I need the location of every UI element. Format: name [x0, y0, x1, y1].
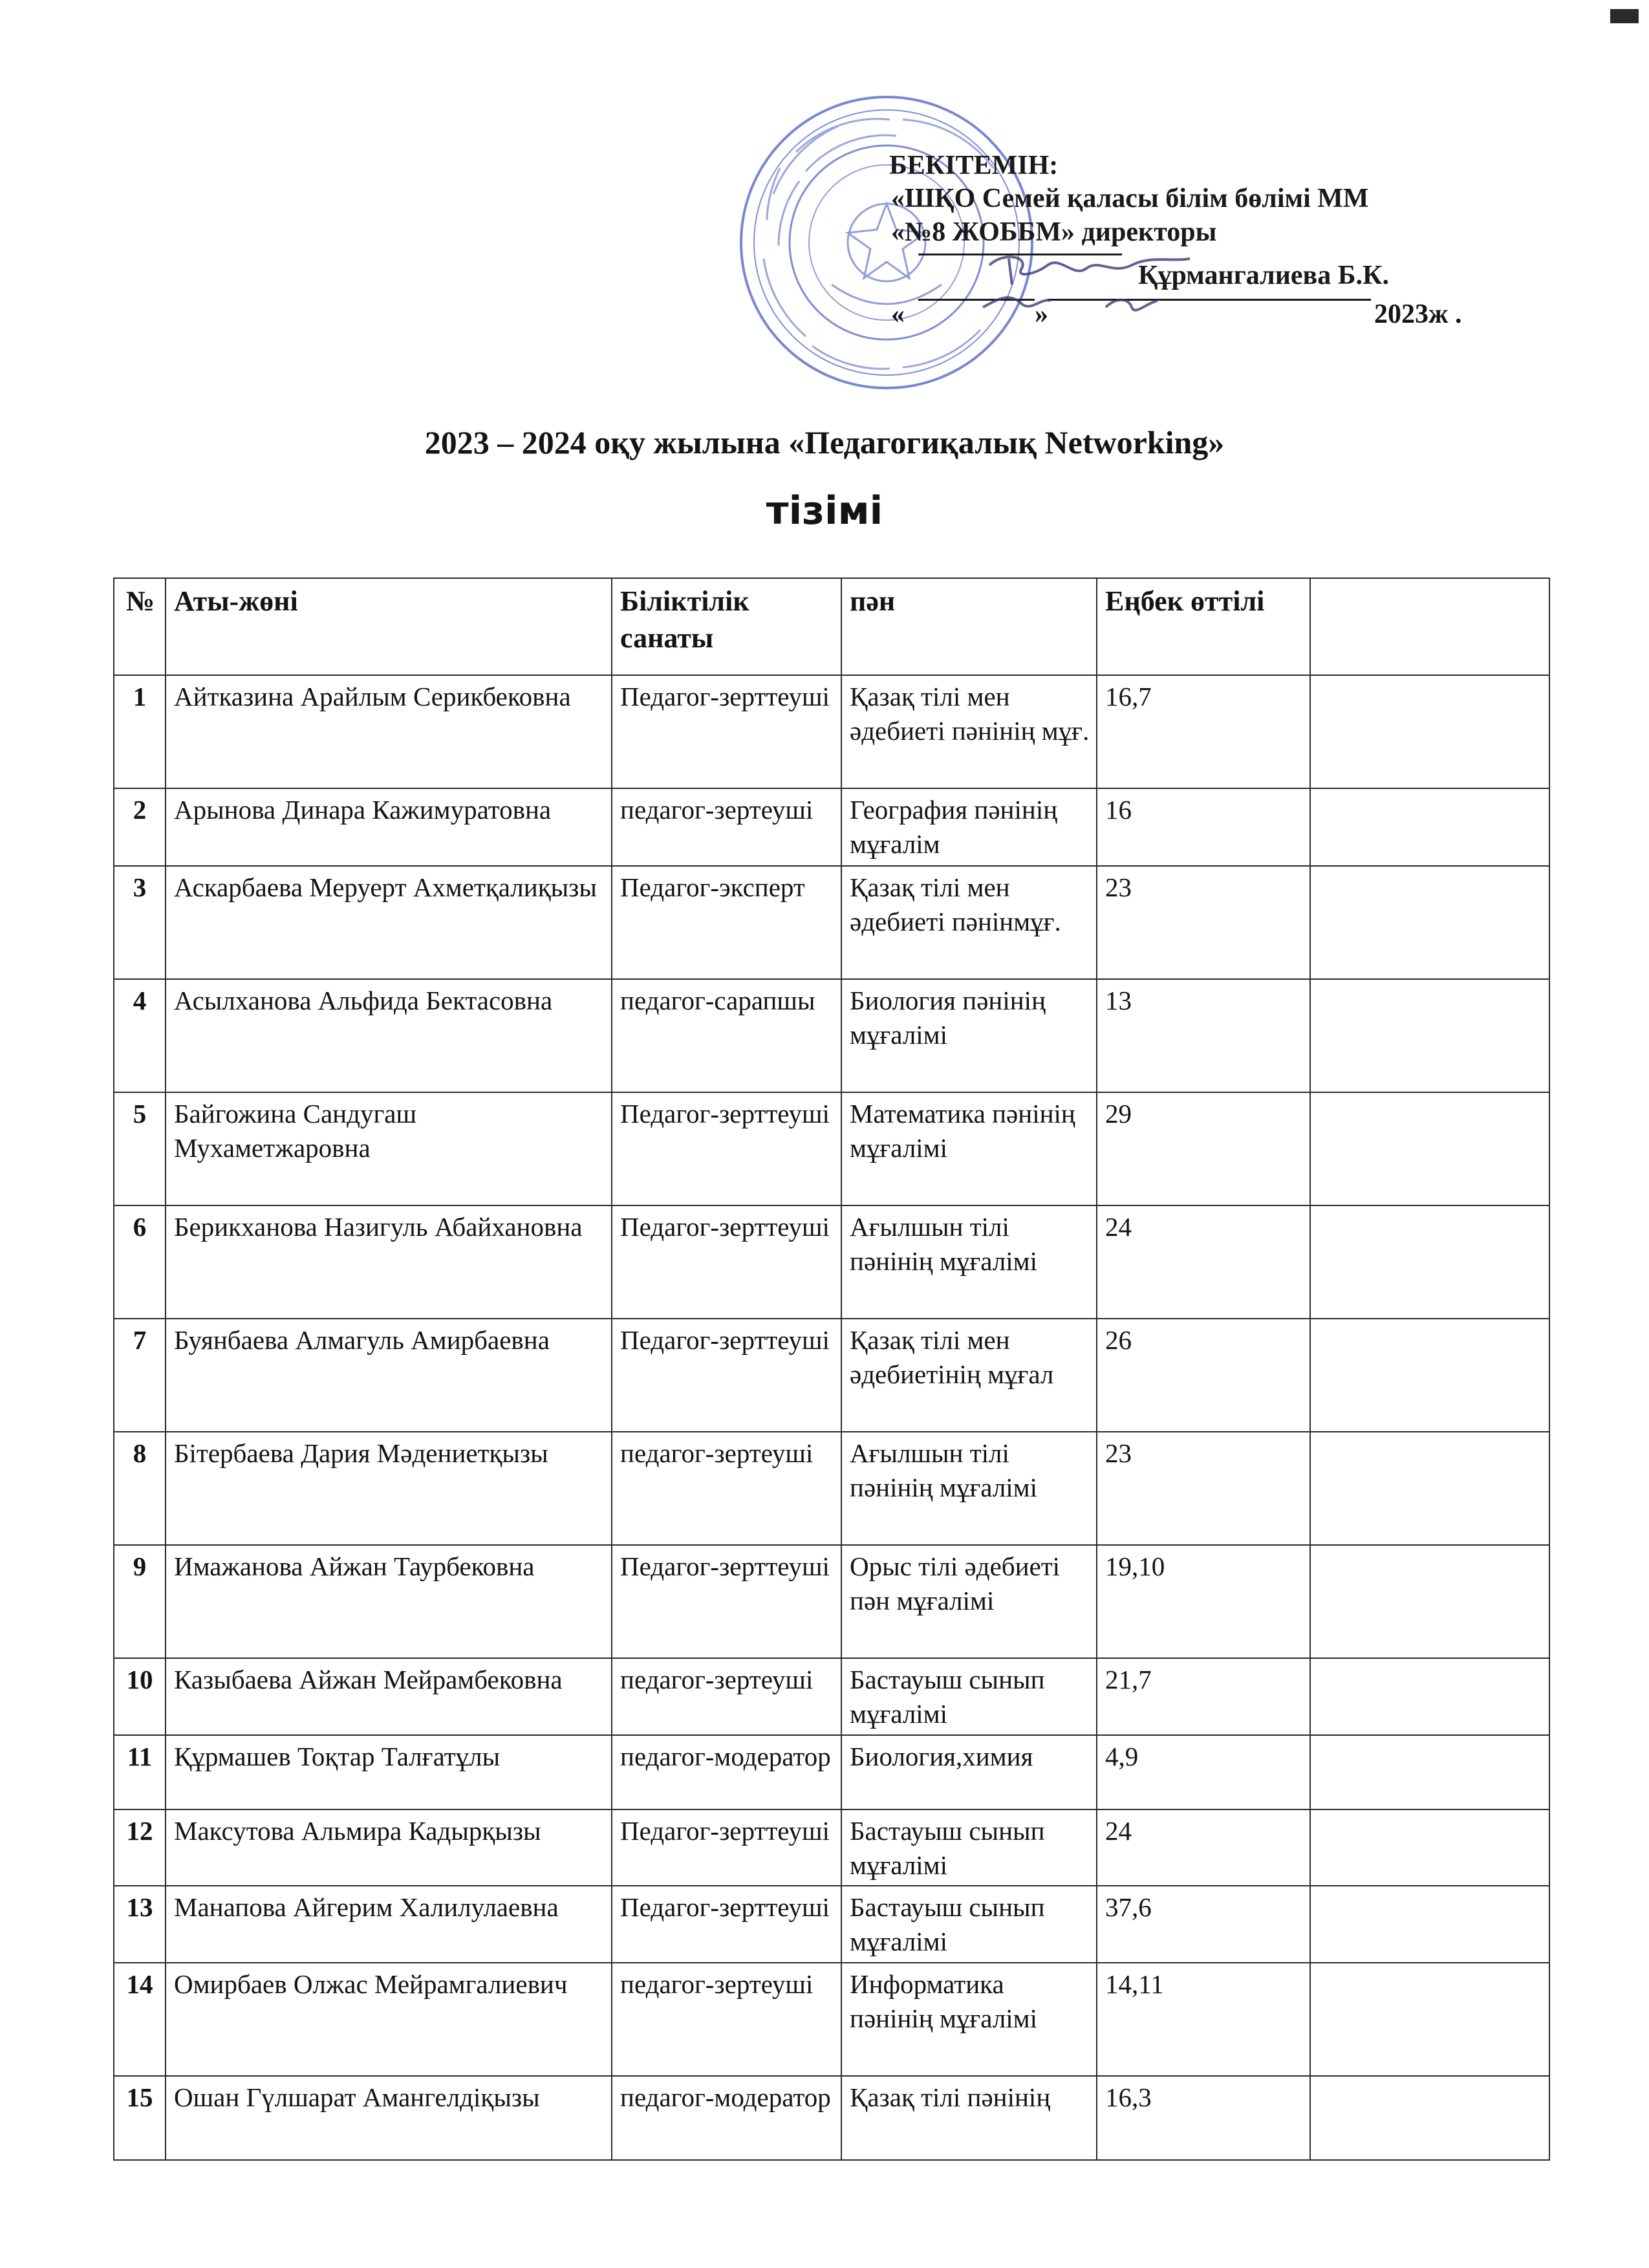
qualification-category: Педагог-зерттеуші [612, 675, 841, 788]
row-extra-cell [1310, 1658, 1549, 1735]
director-name: Құрмангалиева Б.К. [1138, 261, 1389, 290]
header-number: № [114, 578, 166, 675]
subject: Қазақ тілі пәнінің [841, 2076, 1097, 2160]
table-row [114, 866, 1549, 979]
subject: Биология пәнінің мұғалімі [841, 979, 1097, 1092]
table-row [114, 1886, 1549, 1963]
header-extra [1310, 578, 1549, 675]
subject: Бастауыш сынып мұғалімі [841, 1809, 1097, 1886]
row-number: 5 [114, 1092, 166, 1205]
row-number: 4 [114, 979, 166, 1092]
row-number: 8 [114, 1432, 166, 1545]
subject: Информатика пәнінің мұғалімі [841, 1963, 1097, 2076]
qualification-category: Педагог-эксперт [612, 866, 841, 979]
table-row [114, 1545, 1549, 1658]
table-row [114, 979, 1549, 1092]
table-row [114, 2076, 1549, 2160]
teacher-name: Имажанова Айжан Таурбековна [166, 1545, 612, 1658]
teachers-table [113, 578, 1550, 2161]
header-category: Біліктілік санаты [612, 578, 841, 675]
approval-org-line-1: «ШҚО Семей қаласы білім бөлімі ММ [891, 184, 1369, 213]
qualification-category: Педагог-зерттеуші [612, 1205, 841, 1319]
handwritten-signature [944, 239, 1242, 323]
row-number: 15 [114, 2076, 166, 2160]
row-extra-cell [1310, 1319, 1549, 1432]
table-row [114, 1092, 1549, 1205]
row-extra-cell [1310, 979, 1549, 1092]
row-number: 11 [114, 1735, 166, 1809]
qualification-category: Педагог-зерттеуші [612, 1545, 841, 1658]
qualification-category: Педагог-зерттеуші [612, 1809, 841, 1886]
work-experience: 16,3 [1097, 2076, 1310, 2160]
row-number: 2 [114, 788, 166, 866]
row-number: 13 [114, 1886, 166, 1963]
subject: Ағылшын тілі пәнінің мұғалімі [841, 1432, 1097, 1545]
table-row [114, 1205, 1549, 1319]
teacher-name: Буянбаева Алмагуль Амирбаевна [166, 1319, 612, 1432]
work-experience: 23 [1097, 1432, 1310, 1545]
table-row [114, 1735, 1549, 1809]
teacher-name: Айтказина Арайлым Серикбековна [166, 675, 612, 788]
work-experience: 4,9 [1097, 1735, 1310, 1809]
row-number: 10 [114, 1658, 166, 1735]
row-number: 14 [114, 1963, 166, 2076]
row-number: 6 [114, 1205, 166, 1319]
table-row [114, 1809, 1549, 1886]
teacher-name: Бітербаева Дария Мәдениетқызы [166, 1432, 612, 1545]
row-number: 7 [114, 1319, 166, 1432]
subject: Ағылшын тілі пәнінің мұғалімі [841, 1205, 1097, 1319]
work-experience: 24 [1097, 1809, 1310, 1886]
row-extra-cell [1310, 1809, 1549, 1886]
teacher-name: Максутова Альмира Кадырқызы [166, 1809, 612, 1886]
teacher-name: Манапова Айгерим Халилулаевна [166, 1886, 612, 1963]
work-experience: 14,11 [1097, 1963, 1310, 2076]
table-row [114, 1963, 1549, 2076]
row-extra-cell [1310, 1735, 1549, 1809]
row-extra-cell [1310, 1205, 1549, 1319]
work-experience: 16 [1097, 788, 1310, 866]
teacher-name: Ошан Гүлшарат Амангелдіқызы [166, 2076, 612, 2160]
row-extra-cell [1310, 1545, 1549, 1658]
approval-block [750, 116, 1494, 394]
date-open-quote: « [891, 299, 905, 329]
work-experience: 21,7 [1097, 1658, 1310, 1735]
table-row [114, 788, 1549, 866]
qualification-category: педагог-зертеуші [612, 1658, 841, 1735]
teacher-name: Арынова Динара Кажимуратовна [166, 788, 612, 866]
row-extra-cell [1310, 675, 1549, 788]
qualification-category: педагог-модератор [612, 2076, 841, 2160]
table-row [114, 1432, 1549, 1545]
row-extra-cell [1310, 788, 1549, 866]
header-name: Аты-жөні [166, 578, 612, 675]
subject: Қазақ тілі мен әдебиеті пәнінің мұғ. [841, 675, 1097, 788]
approval-heading: БЕКІТЕМІН: [889, 151, 1059, 180]
row-number: 3 [114, 866, 166, 979]
qualification-category: педагог-зертеуші [612, 1432, 841, 1545]
work-experience: 13 [1097, 979, 1310, 1092]
teacher-name: Казыбаева Айжан Мейрамбековна [166, 1658, 612, 1735]
qualification-category: Педагог-зерттеуші [612, 1092, 841, 1205]
teacher-name: Құрмашев Тоқтар Талғатұлы [166, 1735, 612, 1809]
subject: Бастауыш сынып мұғалімі [841, 1658, 1097, 1735]
table-header-row [114, 578, 1549, 675]
qualification-category: педагог-зертеуші [612, 788, 841, 866]
work-experience: 29 [1097, 1092, 1310, 1205]
subject: Биология,химия [841, 1735, 1097, 1809]
subject: Бастауыш сынып мұғалімі [841, 1886, 1097, 1963]
approval-org-line-2: «№8 ЖОББМ» директоры [891, 217, 1217, 247]
subject: Қазақ тілі мен әдебиеті пәнінмұғ. [841, 866, 1097, 979]
table-row [114, 1319, 1549, 1432]
teacher-name: Берикханова Назигуль Абайхановна [166, 1205, 612, 1319]
row-extra-cell [1310, 1886, 1549, 1963]
table-row [114, 675, 1549, 788]
work-experience: 19,10 [1097, 1545, 1310, 1658]
work-experience: 23 [1097, 866, 1310, 979]
header-experience: Еңбек өттілі [1097, 578, 1310, 675]
work-experience: 24 [1097, 1205, 1310, 1319]
row-extra-cell [1310, 1432, 1549, 1545]
row-extra-cell [1310, 866, 1549, 979]
subject: Орыс тілі әдебиеті пән мұғалімі [841, 1545, 1097, 1658]
teacher-name: Аскарбаева Меруерт Ахметқалиқызы [166, 866, 612, 979]
subject: Қазақ тілі мен әдебиетінің мұғал [841, 1319, 1097, 1432]
header-subject: пән [841, 578, 1097, 675]
subject: Математика пәнінің мұғалімі [841, 1092, 1097, 1205]
teacher-name: Омирбаев Олжас Мейрамгалиевич [166, 1963, 612, 2076]
row-extra-cell [1310, 2076, 1549, 2160]
work-experience: 37,6 [1097, 1886, 1310, 1963]
document-subtitle: тізімі [766, 488, 883, 534]
row-extra-cell [1310, 1092, 1549, 1205]
date-close-quote: » [1035, 299, 1048, 329]
row-number: 9 [114, 1545, 166, 1658]
row-number: 1 [114, 675, 166, 788]
work-experience: 16,7 [1097, 675, 1310, 788]
table-row [114, 1658, 1549, 1735]
qualification-category: Педагог-зерттеуші [612, 1319, 841, 1432]
qualification-category: Педагог-зерттеуші [612, 1886, 841, 1963]
teacher-name: Асылханова Альфида Бектасовна [166, 979, 612, 1092]
teacher-name: Байгожина Сандугаш Мухаметжаровна [166, 1092, 612, 1205]
row-extra-cell [1310, 1963, 1549, 2076]
row-number: 12 [114, 1809, 166, 1886]
scan-corner-mark [1610, 9, 1639, 23]
qualification-category: педагог-модератор [612, 1735, 841, 1809]
date-year: 2023ж . [1374, 299, 1462, 329]
work-experience: 26 [1097, 1319, 1310, 1432]
document-title: 2023 – 2024 оқу жылына «Педагогиқалық Networking» [424, 424, 1225, 460]
subject: География пәнінің мұғалім [841, 788, 1097, 866]
qualification-category: педагог-сарапшы [612, 979, 841, 1092]
qualification-category: педагог-зертеуші [612, 1963, 841, 2076]
